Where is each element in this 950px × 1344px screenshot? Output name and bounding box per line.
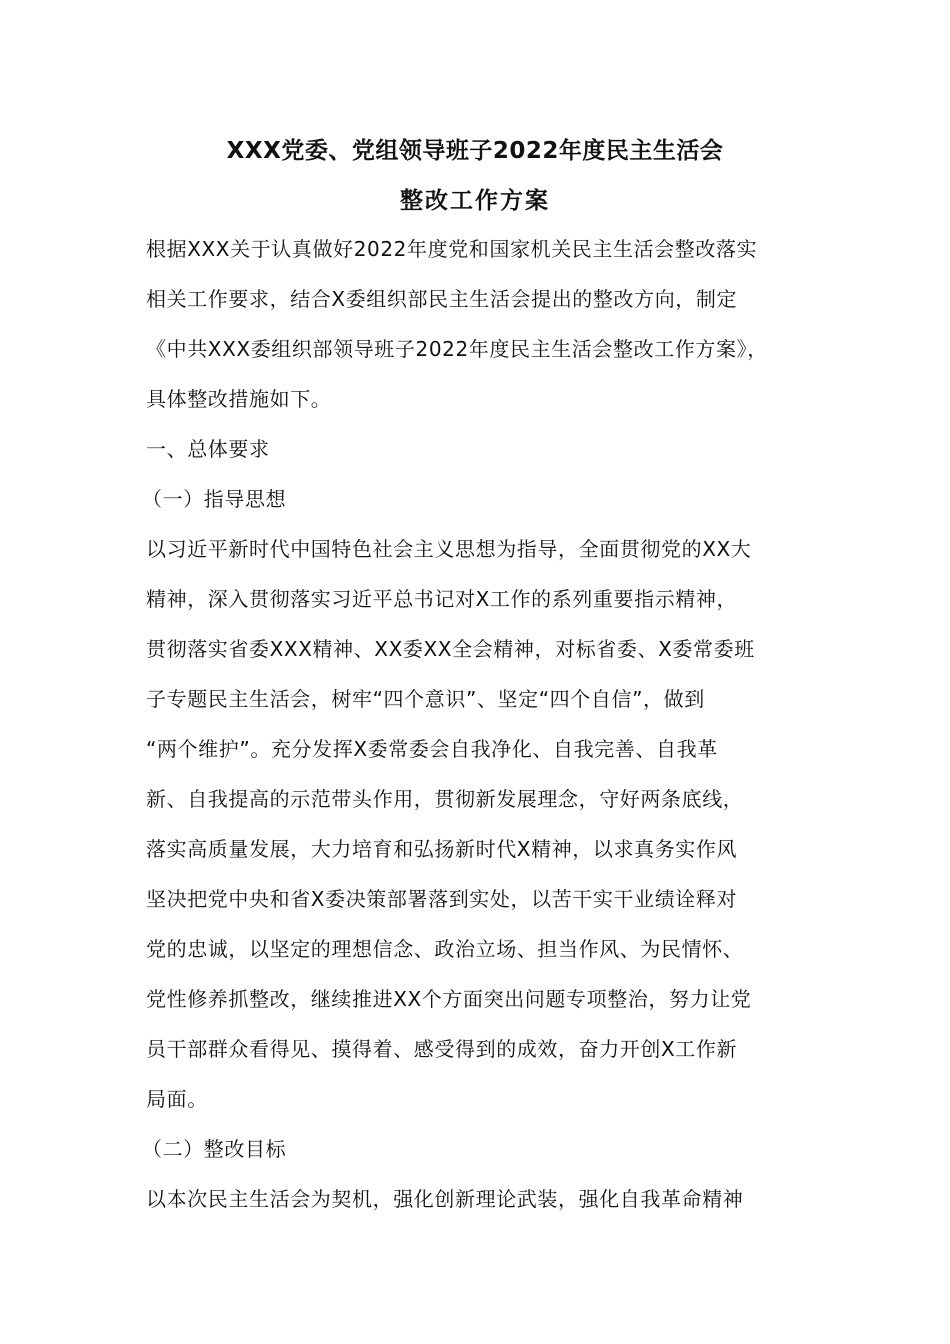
body-line: 根据XXX关于认真做好2022年度党和国家机关民主生活会整改落实	[146, 237, 758, 261]
body-line: 具体整改措施如下。	[146, 387, 332, 411]
subsection-heading: （二）整改目标	[142, 1137, 287, 1161]
body-line: 贯彻落实省委XXX精神、XX委XX全会精神，对标省委、X委常委班	[146, 637, 755, 661]
document-title-line-1: XXX党委、党组领导班子2022年度民主生活会	[226, 138, 724, 164]
body-line: 以习近平新时代中国特色社会主义思想为指导，全面贯彻党的XX大	[146, 537, 752, 561]
body-line: 落实高质量发展，大力培育和弘扬新时代X精神，以求真务实作风	[146, 837, 738, 861]
body-line: 坚决把党中央和省X委决策部署落到实处，以苦干实干业绩诠释对	[146, 887, 738, 911]
body-line: 局面。	[146, 1087, 208, 1111]
body-line: 以本次民主生活会为契机，强化创新理论武装，强化自我革命精神	[146, 1187, 744, 1211]
body-line: 子专题民主生活会，树牢“四个意识”、坚定“四个自信”，做到	[146, 687, 705, 711]
body-line: 《中共XXX委组织部领导班子2022年度民主生活会整改工作方案》，	[146, 337, 768, 361]
section-heading: 一、总体要求	[146, 437, 270, 461]
body-line: 相关工作要求，结合X委组织部民主生活会提出的整改方向，制定	[146, 287, 738, 311]
body-line: 党性修养抓整改，继续推进XX个方面突出问题专项整治，努力让党	[146, 987, 752, 1011]
body-line: “两个维护”。充分发挥X委常委会自我净化、自我完善、自我革	[146, 737, 718, 761]
body-line: 党的忠诚，以坚定的理想信念、政治立场、担当作风、为民情怀、	[146, 937, 744, 961]
body-line: 新、自我提高的示范带头作用，贯彻新发展理念，守好两条底线，	[146, 787, 744, 811]
body-line: 精神，深入贯彻落实习近平总书记对X工作的系列重要指示精神，	[146, 587, 738, 611]
document-title-line-2: 整改工作方案	[400, 188, 550, 214]
subsection-heading: （一）指导思想	[142, 487, 287, 511]
body-line: 员干部群众看得见、摸得着、感受得到的成效，奋力开创X工作新	[146, 1037, 738, 1061]
